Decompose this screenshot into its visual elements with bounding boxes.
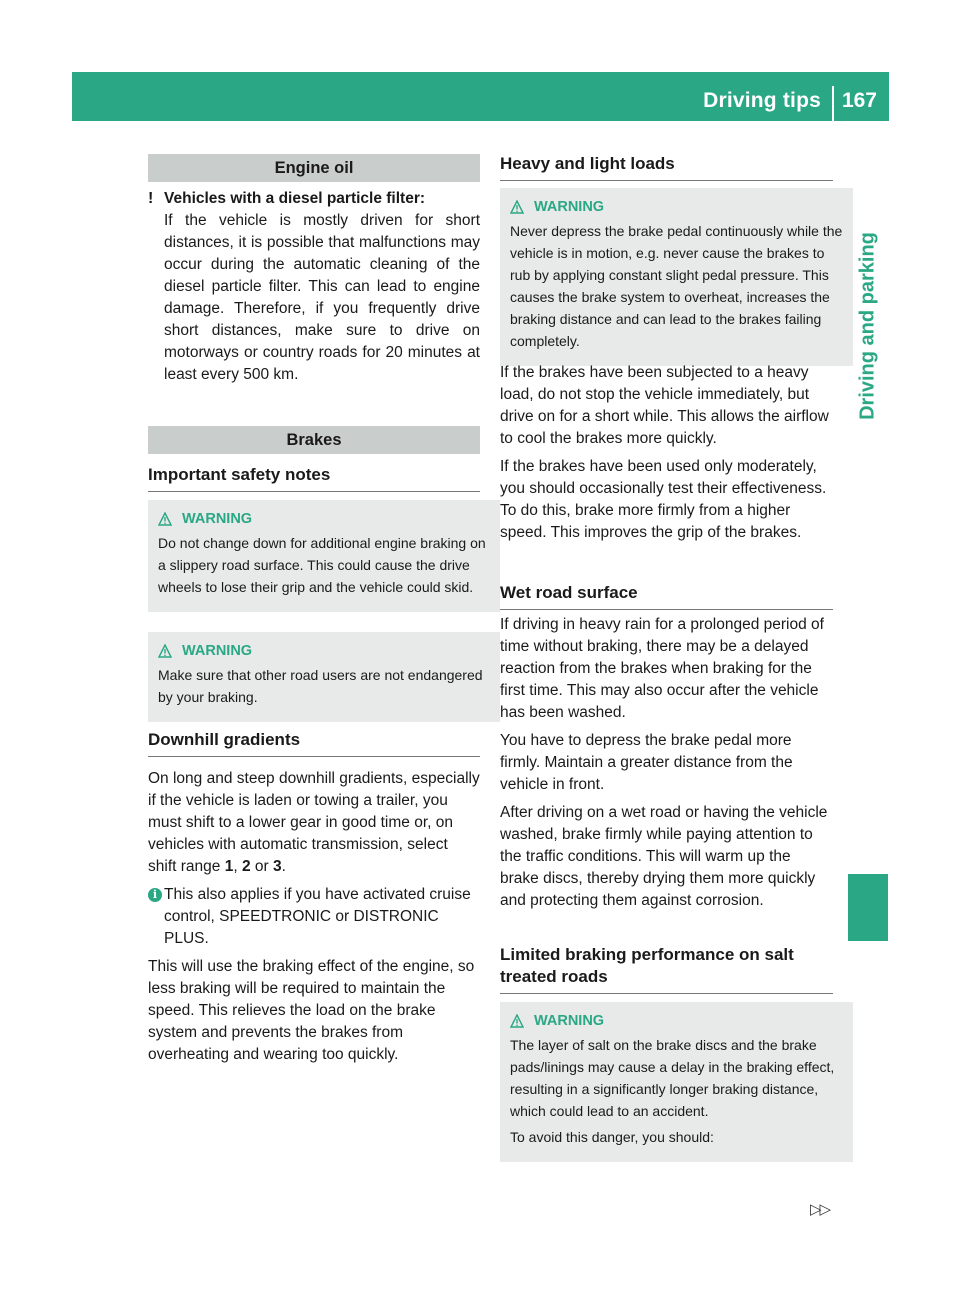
- info-text: This also applies if you have activated cruise control, SPEEDTRONIC or DISTRONIC PLUS.: [164, 886, 471, 947]
- period: .: [281, 858, 286, 875]
- wet-paragraph-3: After driving on a wet road or having the vehicle washed, brake firmly while paying attention to the traffic conditions. This will warm up the brake discs, thereby drying them more quickly and protecting them against corrosion.: [500, 804, 828, 909]
- warning-box-road-users: [148, 632, 500, 722]
- caution-icon: !: [148, 190, 154, 207]
- separator: ,: [233, 858, 242, 875]
- wet-paragraph-1: If driving in heavy rain for a prolonged period of time without braking, there may be a delayed reaction from the brakes when braking for the first time. This may also occur after the vehicle has been washed.: [500, 616, 824, 721]
- warning-triangle-icon: [158, 512, 172, 526]
- warning-title: [158, 640, 490, 662]
- chapter-tab: [848, 232, 888, 420]
- warning-title: [510, 1010, 843, 1032]
- downhill-body: [148, 768, 480, 1072]
- separator: or: [250, 858, 273, 875]
- downhill-paragraph-2: This will use the braking effect of the engine, so less braking will be required to maintain the speed. This relieves the load on the brake system and prevents the brakes from overheating and wearing too quickly.: [148, 958, 475, 1063]
- warning-label: WARNING: [534, 1013, 605, 1029]
- wet-paragraph-2: You have to depress the brake pedal more firmly. Maintain a greater distance from the vehicle in front.: [500, 732, 793, 793]
- downhill-paragraph: [148, 768, 480, 878]
- header-bar: [72, 72, 889, 121]
- warning-text: Never depress the brake pedal continuously while the vehicle is in motion, e.g. never cause the brakes to rub by applying constant slight pedal pressure. This causes the brake system to overheat, increases the braking distance and can lead to the brakes failing completely.: [510, 223, 843, 349]
- warning-text: Do not change down for additional engine braking on a slippery road surface. This could cause the drive wheels to lose their grip and the vehicle could skid.: [158, 535, 486, 595]
- warning-box-salt: [500, 1002, 853, 1162]
- downhill-text: On long and steep downhill gradients, especially if the vehicle is laden or towing a trailer, you must shift to a lower gear in good time or, on vehicles with automatic transmission, select shift range: [148, 770, 480, 875]
- warning-triangle-icon: [510, 1014, 524, 1028]
- engine-oil-note-title: Vehicles with a diesel particle filter:: [164, 190, 426, 207]
- warning-text-2: To avoid this danger, you should:: [510, 1129, 714, 1145]
- warning-label: WARNING: [534, 199, 605, 215]
- warning-label: WARNING: [182, 643, 253, 659]
- heading-wet-road-surface: Wet road surface: [500, 582, 833, 610]
- heading-brakes: Brakes: [148, 426, 480, 454]
- heading-downhill-gradients: Downhill gradients: [148, 729, 480, 757]
- warning-text: The layer of salt on the brake discs and the brake pads/linings may cause a delay in the braking effect, resulting in a significantly longer braking distance, which could lead to an accident.: [510, 1037, 835, 1119]
- wet-road-body: [500, 614, 833, 918]
- shift-range-2: 2: [241, 858, 251, 875]
- warning-triangle-icon: [158, 644, 172, 658]
- section-title: Driving tips: [703, 89, 821, 112]
- heading-heavy-light-loads: Heavy and light loads: [500, 153, 833, 181]
- chapter-marker: [848, 874, 888, 941]
- warning-triangle-icon: [510, 200, 524, 214]
- warning-title: [158, 508, 490, 530]
- shift-range-1: 1: [224, 858, 234, 875]
- heading-engine-oil: Engine oil: [148, 154, 480, 182]
- info-note: [148, 884, 480, 950]
- page-number: 167: [841, 89, 877, 112]
- heavy-paragraph-2: If the brakes have been used only moderately, you should occasionally test their effectiveness. To do this, brake more firmly from a higher speed. This improves the grip of the brakes.: [500, 458, 827, 541]
- engine-oil-note: [148, 188, 480, 386]
- heavy-paragraph-1: If the brakes have been subjected to a heavy load, do not stop the vehicle immediately, but drive on for a short while. This allows the airflow to cool the brakes more quickly.: [500, 364, 829, 447]
- warning-text: Make sure that other road users are not endangered by your braking.: [158, 667, 483, 705]
- info-icon: i: [148, 888, 162, 902]
- heading-important-safety-notes: Important safety notes: [148, 464, 480, 492]
- header-divider: [832, 86, 834, 121]
- continued-arrow-icon: ▷▷: [810, 1201, 830, 1218]
- engine-oil-note-text: If the vehicle is mostly driven for short distances, it is possible that malfunctions may occur during the automatic cleaning of the diesel particle filter. This can lead to engine damage. Therefore, if you frequently drive short distances, make sure to drive on motorways or country roads for 20 minutes at least every 500 km.: [164, 212, 480, 383]
- shift-range-3: 3: [272, 858, 282, 875]
- warning-title: [510, 196, 843, 218]
- heavy-loads-body: [500, 362, 833, 550]
- warning-box-slippery: [148, 500, 500, 612]
- heading-salt-treated-roads: Limited braking performance on salt treated roads: [500, 944, 833, 994]
- chapter-label: Driving and parking: [856, 232, 879, 420]
- warning-label: WARNING: [182, 511, 253, 527]
- warning-box-brake-pedal: [500, 188, 853, 366]
